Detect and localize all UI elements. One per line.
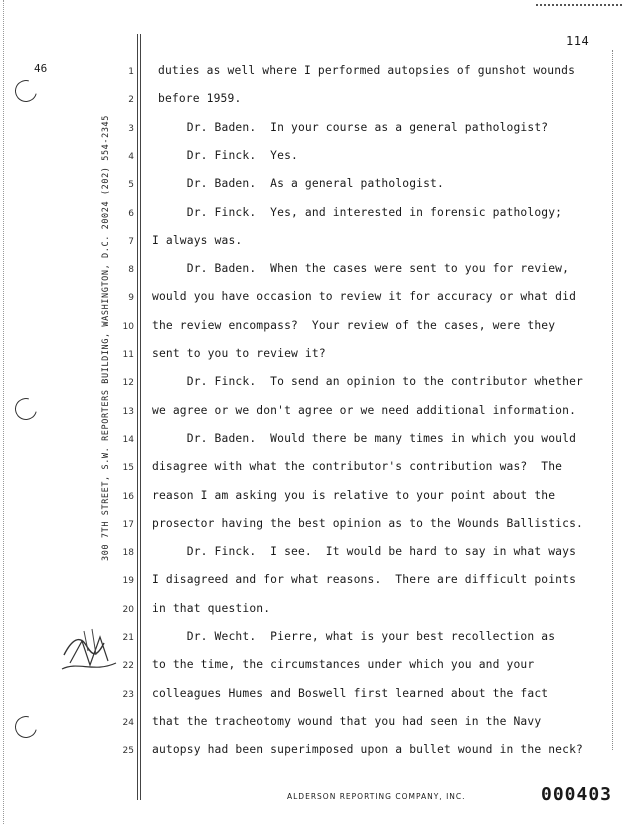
line-number: 5 [128, 180, 134, 191]
line-number: 14 [122, 434, 134, 445]
transcript-line: colleagues Humes and Boswell first learned about the fact [152, 686, 549, 700]
line-number: 11 [122, 350, 134, 360]
line-number: 25 [122, 746, 134, 757]
transcript-line: Dr. Finck. Yes. [152, 148, 298, 162]
transcript-line: Dr. Baden. As a general pathologist. [152, 177, 444, 191]
line-number: 24 [122, 717, 134, 728]
transcript-line: I always was. [152, 233, 243, 247]
line-number: 20 [122, 604, 134, 615]
line-number: 3 [128, 123, 134, 134]
transcript-line: that the tracheotomy wound that you had seen in the Navy [152, 714, 542, 728]
reporter-address: 300 7TH STREET, S.W. REPORTERS BUILDING, WASHINGTON, D.C. 20024 (202) 554-2345 [101, 115, 111, 561]
line-number: 23 [122, 689, 134, 700]
transcript-line: Dr. Baden. When the cases were sent to you for review, [152, 262, 570, 276]
transcript-line: the review encompass? Your review of the cases, were they [152, 318, 556, 332]
margin-note: 46 [34, 62, 48, 75]
transcript-line: Dr. Finck. Yes, and interested in forensic pathology; [152, 205, 563, 219]
punch-hole-icon [11, 76, 41, 106]
line-number: 21 [122, 633, 134, 643]
page-edge [3, 0, 5, 824]
line-number: 1 [128, 67, 134, 77]
transcript-line: I disagreed and for what reasons. There are difficult points [152, 573, 577, 587]
line-number: 7 [128, 236, 134, 247]
transcript-line: we agree or we don't agree or we need additional information. [152, 403, 577, 417]
transcript-line: would you have occasion to review it for accuracy or what did [152, 290, 577, 304]
top-stamp-mark [536, 0, 622, 6]
line-number: 4 [128, 151, 134, 162]
line-number: 17 [122, 519, 134, 530]
line-number: 22 [122, 661, 134, 672]
punch-hole-icon [11, 712, 41, 742]
bates-number: 000403 [541, 784, 613, 805]
transcript-line: in that question. [152, 601, 271, 615]
line-number: 9 [128, 293, 134, 304]
page-number: 114 [566, 34, 590, 48]
transcript-line: reason I am asking you is relative to your point about the [152, 488, 556, 502]
line-number: 10 [122, 321, 134, 332]
line-number: 15 [122, 463, 134, 474]
right-margin-rule [612, 50, 613, 750]
transcript-line: disagree with what the contributor's contribution was? The [152, 460, 563, 474]
transcript-line: Dr. Finck. I see. It would be hard to say in what ways [152, 545, 577, 559]
transcript-line: to the time, the circumstances under which you and your [152, 658, 535, 672]
margin-rule [140, 34, 141, 800]
transcript-line: Dr. Baden. In your course as a general pathologist? [152, 120, 549, 134]
reporting-company: ALDERSON REPORTING COMPANY, INC. [287, 792, 466, 801]
line-number: 16 [122, 491, 134, 502]
line-number: 18 [122, 548, 134, 559]
handwritten-initials-icon [60, 625, 120, 677]
punch-hole-icon [11, 394, 41, 424]
line-number: 12 [122, 378, 134, 389]
transcript-line: sent to you to review it? [152, 347, 326, 360]
transcript-line: autopsy had been superimposed upon a bullet wound in the neck? [152, 743, 583, 757]
line-number: 19 [122, 576, 134, 587]
line-number: 6 [128, 208, 134, 219]
line-number: 13 [122, 406, 134, 417]
transcript-line: Dr. Baden. Would there be many times in which you would [152, 431, 577, 445]
line-number: 8 [128, 265, 134, 276]
transcript-line: Dr. Wecht. Pierre, what is your best recollection as [152, 630, 556, 643]
margin-rule [137, 34, 138, 800]
transcript-line: Dr. Finck. To send an opinion to the contributor whether [152, 375, 583, 389]
transcript-line: prosector having the best opinion as to the Wounds Ballistics. [152, 516, 583, 530]
line-number: 2 [128, 95, 134, 106]
transcript-line: duties as well where I performed autopsies of gunshot wounds [158, 64, 576, 77]
transcript-line: before 1959. [158, 92, 242, 106]
